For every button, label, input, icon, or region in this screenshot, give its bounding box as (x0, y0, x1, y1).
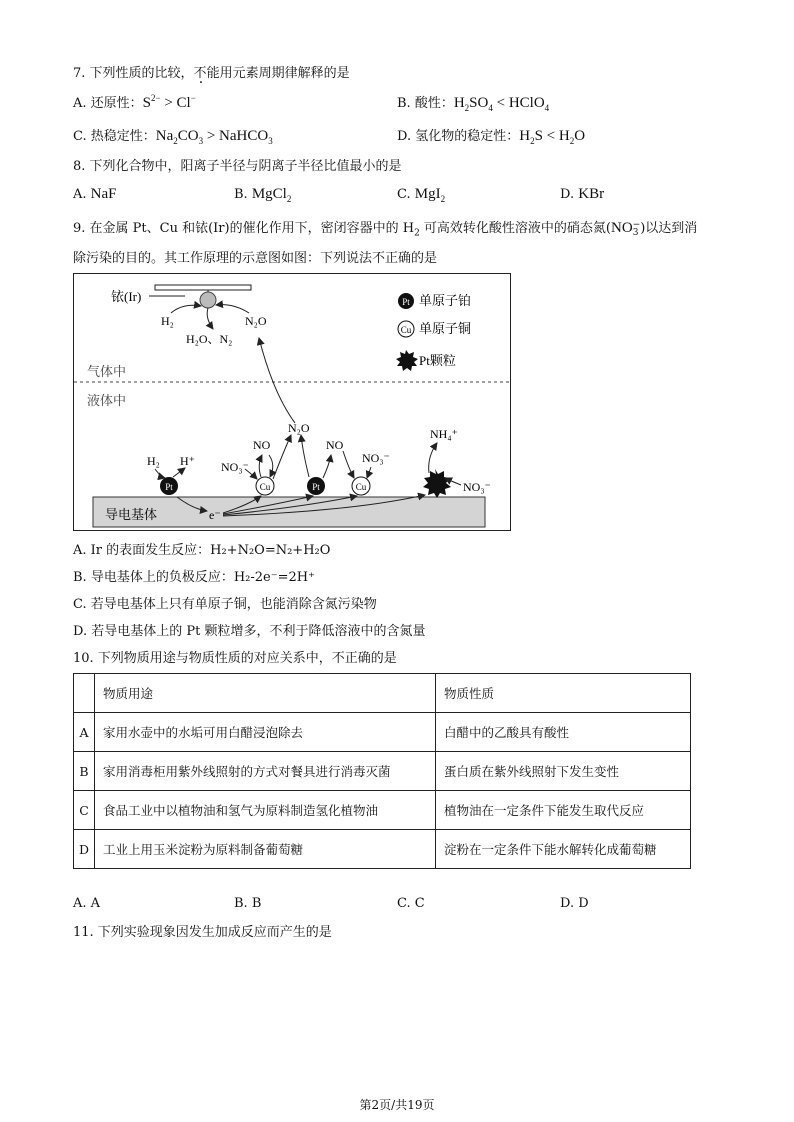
gas-phase-label: 气体中 (87, 364, 127, 379)
row-key: C (74, 791, 95, 830)
h2o-n2: H₂O、N₂ (186, 332, 233, 346)
substrate-label: 导电基体 (105, 507, 158, 522)
row-property: 淀粉在一定条件下能水解转化成葡萄糖 (436, 830, 691, 869)
legend-particle-label: Pt颗粒 (419, 353, 456, 368)
q9-stem-line1: 9. 在金属 Pt、Cu 和铱(Ir)的催化作用下，密闭容器中的 $H_2$ 可高效转化酸性溶液中的硝态氮(NO− 3 )以达到消 (73, 219, 698, 239)
q9-option-a: A. Ir 的表面发生反应：H₂+N₂O=N₂+H₂O (73, 543, 331, 558)
q11-stem: 11. 下列实验现象因发生加成反应而产生的是 (73, 925, 332, 940)
svg-text:Pt: Pt (402, 297, 410, 307)
svg-text:Cu: Cu (259, 482, 271, 492)
no-2: NO (326, 438, 344, 452)
n2o-top: N₂O (245, 314, 267, 328)
no3-1: NO₃⁻ (221, 460, 249, 474)
q9-option-d: D. 若导电基体上的 Pt 颗粒增多，不利于降低溶液中的含氮量 (73, 624, 426, 639)
nh4-label: NH₄⁺ (430, 427, 458, 441)
q10-option-d: D. D (560, 896, 589, 911)
q7-stem: 7. 下列性质的比较，不能用元素周期律解释的是 (73, 66, 350, 81)
q7-option-c: C. 热稳定性：$Na_2CO_3$ > NaHCO$_3$ (73, 128, 273, 146)
q8-option-b: B. MgCl$_2$ (234, 186, 292, 204)
row-key: B (74, 752, 95, 791)
ir-label: 铱(Ir) (111, 289, 142, 304)
row-use: 家用水壶中的水垢可用白醋浸泡除去 (95, 713, 436, 752)
q7-option-a: A. 还原性：$S^{2-} > Cl^-$ (73, 93, 196, 111)
q8-option-d: D. KBr (560, 186, 605, 202)
q10-option-b: B. B (234, 896, 262, 911)
svg-text:Cu: Cu (355, 482, 367, 492)
legend-cu-label: 单原子铜 (419, 321, 472, 336)
row-key: A (74, 713, 95, 752)
row-property: 蛋白质在紫外线照射下发生变性 (436, 752, 691, 791)
q9-stem-line2: 除污染的目的。其工作原理的示意图如图：下列说法不正确的是 (73, 251, 438, 266)
no3-3: NO₃⁻ (463, 480, 491, 494)
liquid-phase-label: 液体中 (87, 393, 127, 408)
q8-stem: 8. 下列化合物中，阳离子半径与阴离子半径比值最小的是 (73, 159, 402, 174)
electron-label: e⁻ (209, 508, 221, 522)
n2o-mid: N₂O (288, 421, 310, 435)
h-plus: H⁺ (180, 454, 195, 468)
q8-option-c: C. MgI$_2$ (397, 186, 446, 204)
table-header-property: 物质性质 (436, 674, 691, 713)
q8-option-a: A. NaF (73, 186, 117, 202)
ir-plate (155, 285, 251, 290)
q9-option-c: C. 若导电基体上只有单原子铜，也能消除含氮污染物 (73, 597, 377, 612)
legend-pt-label: 单原子铂 (419, 293, 472, 308)
row-key: D (74, 830, 95, 869)
table-cell (74, 674, 95, 713)
table-header-use: 物质用途 (95, 674, 436, 713)
row-use: 食品工业中以植物油和氢气为原料制造氢化植物油 (95, 791, 436, 830)
q10-stem: 10. 下列物质用途与物质性质的对应关系中，不正确的是 (73, 651, 397, 666)
q10-option-c: C. C (397, 896, 425, 911)
reaction-mechanism-diagram (73, 273, 511, 531)
ir-atom (200, 292, 216, 308)
no-1: NO (253, 438, 271, 452)
table-row (74, 713, 691, 752)
q7-option-d: D. 氢化物的稳定性：$H_2S < H_2O$ (397, 128, 586, 146)
svg-text:Cu: Cu (400, 325, 412, 335)
q9-option-b: B. 导电基体上的负极反应：H₂-2e⁻=2H⁺ (73, 570, 315, 585)
row-property: 植物油在一定条件下能发生取代反应 (436, 791, 691, 830)
table-row (74, 752, 691, 791)
table-row (74, 791, 691, 830)
h2-liquid: H₂ (147, 454, 160, 468)
row-property: 白醋中的乙酸具有酸性 (436, 713, 691, 752)
q7-option-b: B. 酸性：$H_2SO_4$ < HClO$_4$ (397, 95, 550, 113)
table-header-row (74, 674, 691, 713)
row-use: 家用消毒柜用紫外线照射的方式对餐具进行消毒灭菌 (95, 752, 436, 791)
no3-2: NO₃⁻ (362, 451, 390, 465)
svg-text:Pt: Pt (165, 482, 173, 492)
svg-text:Pt: Pt (312, 482, 320, 492)
q10-option-a: A. A (73, 896, 101, 911)
h2-top: H₂ (161, 314, 174, 328)
page-footer: 第2页/共19页 (359, 1098, 435, 1112)
row-use: 工业上用玉米淀粉为原料制备葡萄糖 (95, 830, 436, 869)
table-row (74, 830, 691, 869)
q10-table (73, 673, 691, 869)
